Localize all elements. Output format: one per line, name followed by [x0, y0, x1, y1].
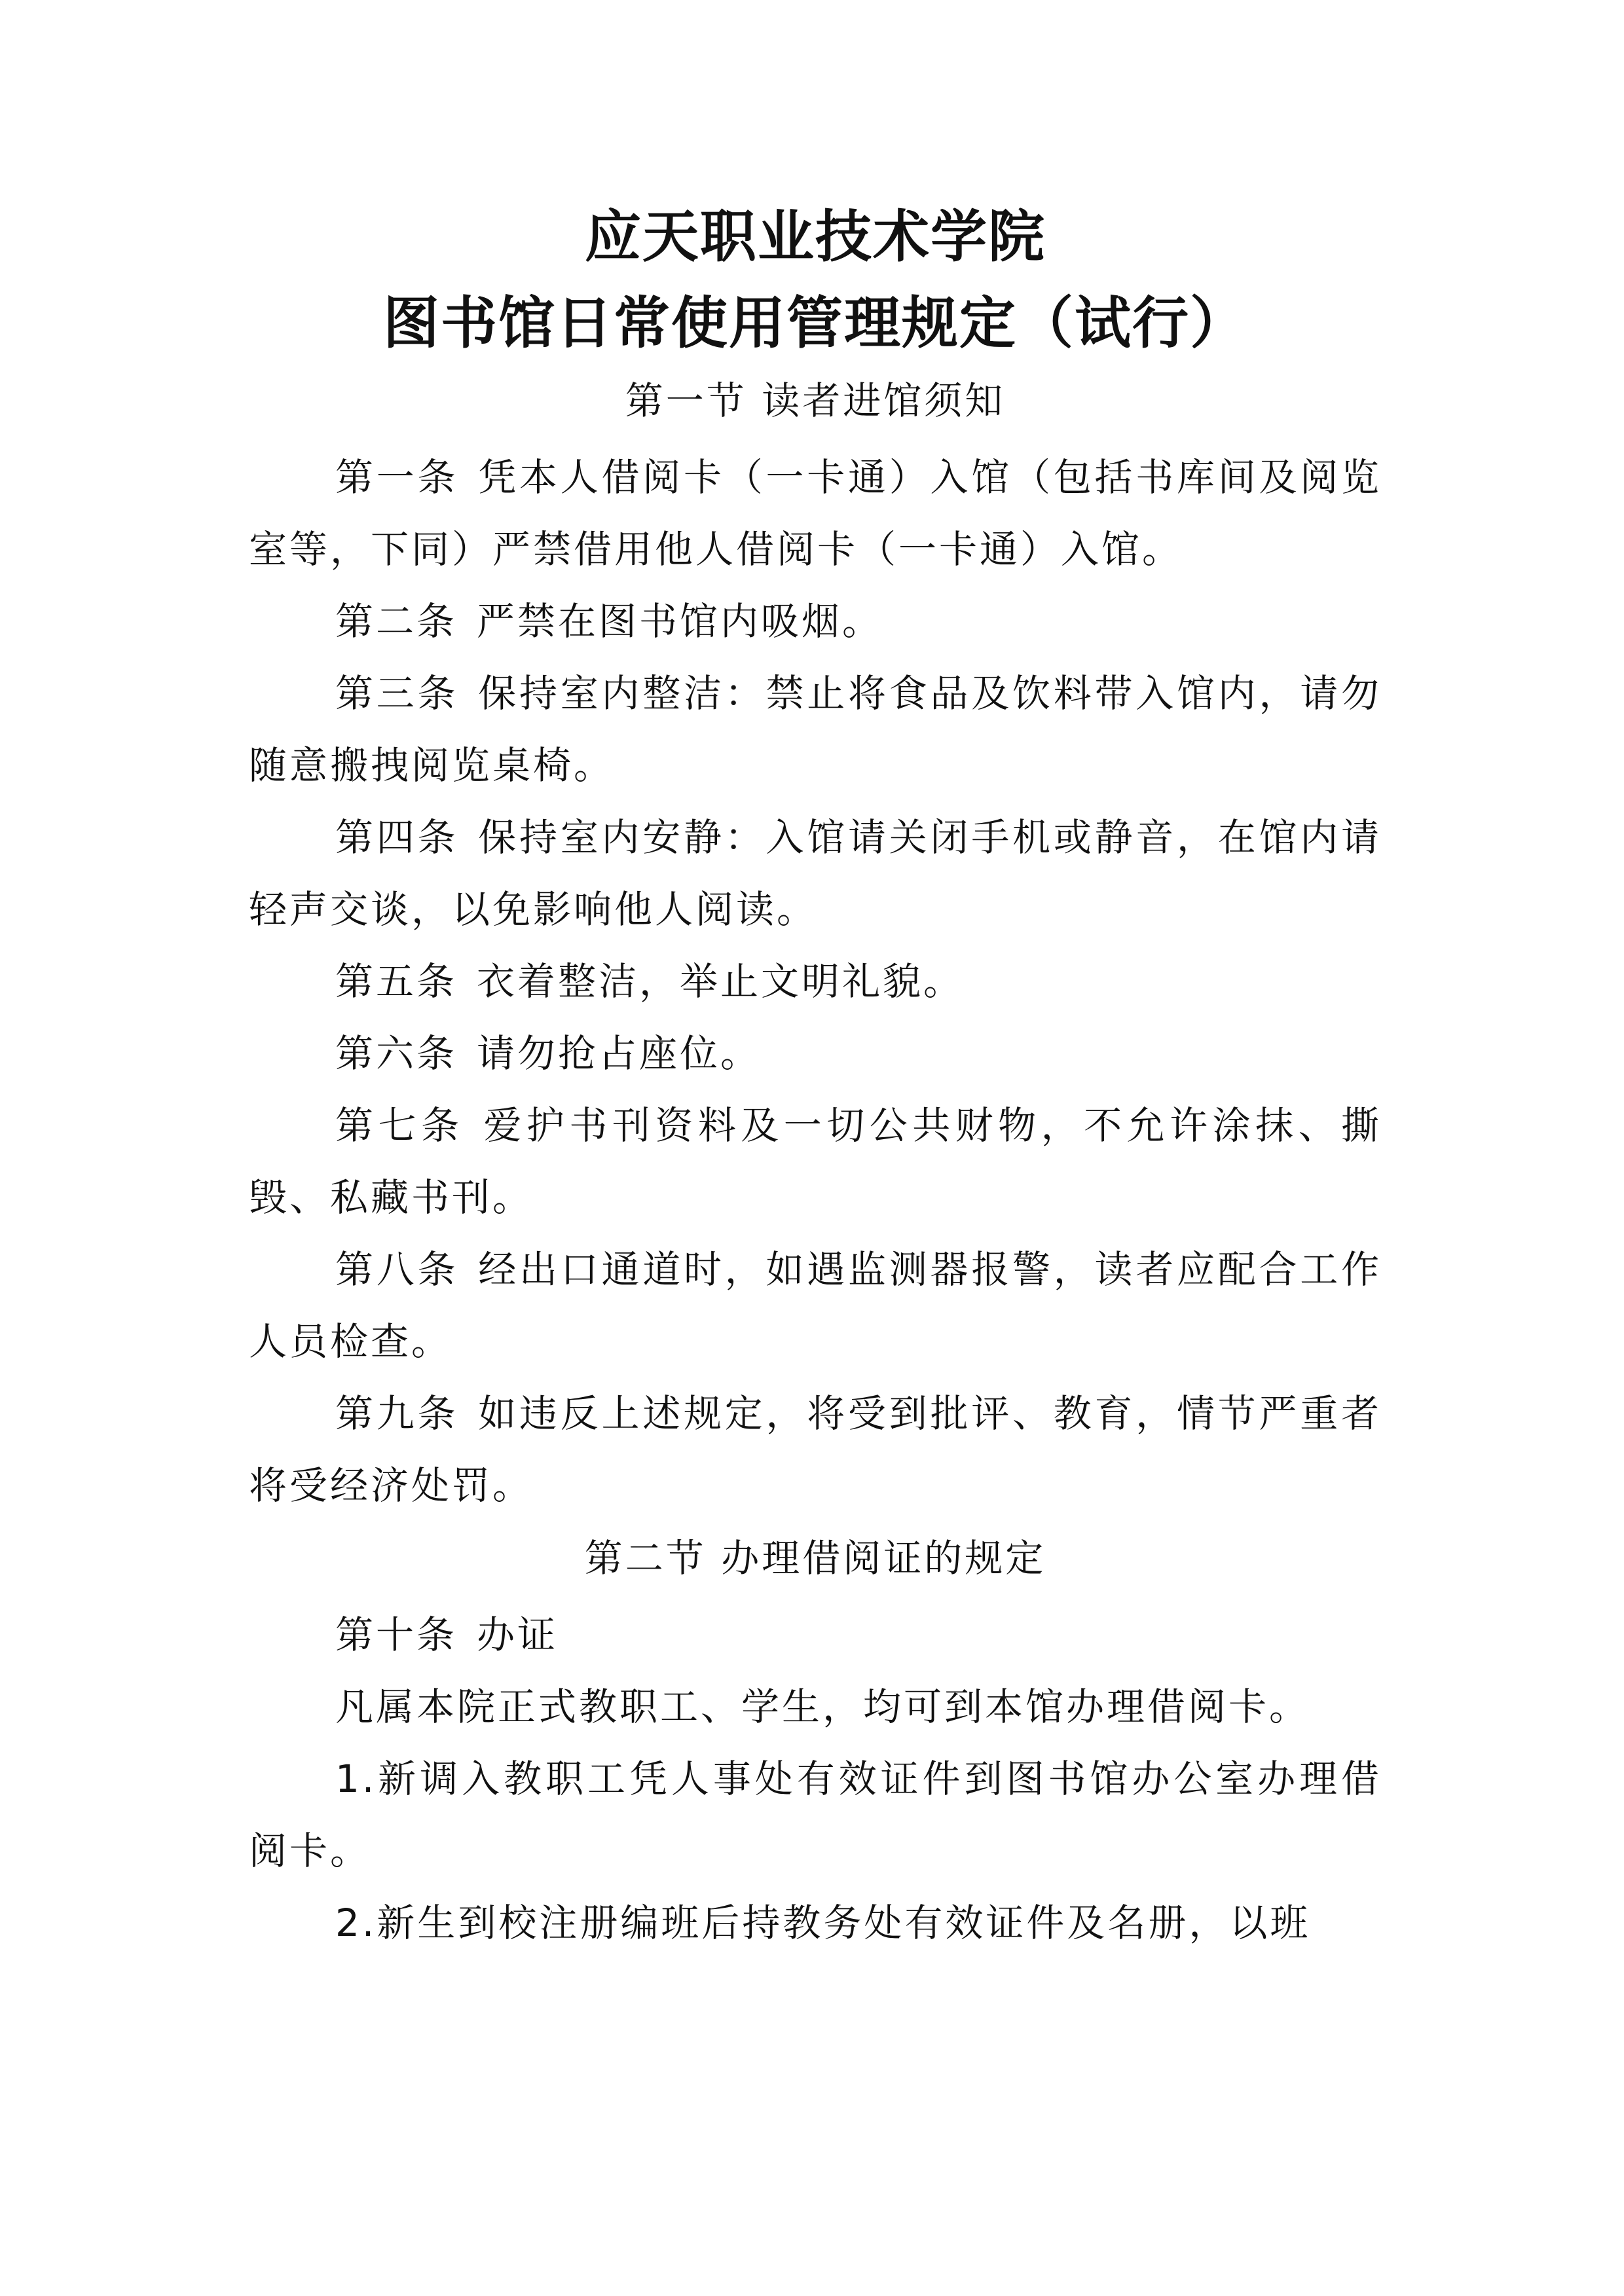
document-title-line2: 图书馆日常使用管理规定（试行）: [383, 290, 1247, 356]
article-paragraph: [249, 1089, 1382, 1233]
document-page: [249, 196, 1382, 1959]
article-label: 第七条: [335, 1103, 464, 1148]
article-text: 如违反上述规定，将受到批评、教育，情节严重者将受经济处罚。: [249, 1391, 1382, 1508]
article-paragraph: [249, 1017, 1382, 1089]
paragraph-text: 1.新调入教职工凭人事处有效证件到图书馆办公室办理借阅卡。: [249, 1757, 1382, 1873]
article-label: 第一条: [335, 455, 459, 500]
section-heading: 第二节 办理借阅证的规定: [584, 1536, 1046, 1580]
article-label: 第五条: [335, 959, 458, 1004]
article-text: 经出口通道时，如遇监测器报警，读者应配合工作人员检查。: [249, 1247, 1382, 1364]
article-text: 办证: [477, 1613, 559, 1657]
body-paragraph: [249, 1887, 1382, 1959]
article-text: 衣着整洁，举止文明礼貌。: [477, 959, 965, 1004]
article-paragraph: [249, 585, 1382, 657]
article-paragraph: [249, 657, 1382, 801]
article-paragraph: [249, 1233, 1382, 1377]
article-text: 保持室内安静：入馆请关闭手机或静音，在馆内请轻声交谈，以免影响他人阅读。: [249, 815, 1382, 932]
article-text: 保持室内整洁：禁止将食品及饮料带入馆内，请勿随意搬拽阅览桌椅。: [249, 671, 1382, 788]
section-1: [249, 374, 1382, 1522]
article-paragraph: [249, 945, 1382, 1017]
article-paragraph: [249, 1377, 1382, 1522]
paragraph-text: 凡属本院正式教职工、学生，均可到本馆办理借阅卡。: [335, 1685, 1310, 1729]
article-label: 第八条: [335, 1247, 459, 1292]
article-text: 凭本人借阅卡（一卡通）入馆（包括书库间及阅览室等，下同）严禁借用他人借阅卡（一卡通）入馆。: [249, 455, 1382, 572]
article-label: 第二条: [335, 599, 458, 644]
article-label: 第三条: [335, 671, 459, 716]
body-paragraph: [249, 1671, 1382, 1743]
article-label: 第四条: [335, 815, 459, 860]
article-label: 第六条: [335, 1031, 458, 1076]
section-2: [249, 1532, 1382, 1959]
body-paragraph: [249, 1743, 1382, 1887]
article-text: 请勿抢占座位。: [477, 1031, 762, 1076]
article-label: 第十条: [335, 1613, 458, 1657]
article-paragraph: [249, 801, 1382, 945]
article-paragraph: [249, 441, 1382, 585]
article-text: 爱护书刊资料及一切公共财物，不允许涂抹、撕毁、私藏书刊。: [249, 1103, 1382, 1220]
article-label: 第九条: [335, 1391, 459, 1436]
section-heading: 第一节 读者进馆须知: [625, 378, 1006, 423]
article-text: 严禁在图书馆内吸烟。: [477, 599, 883, 644]
article-paragraph: [249, 1599, 1382, 1671]
document-title-line1: 应天职业技术学院: [585, 204, 1046, 270]
paragraph-text: 2.新生到校注册编班后持教务处有效证件及名册，以班: [335, 1901, 1311, 1945]
